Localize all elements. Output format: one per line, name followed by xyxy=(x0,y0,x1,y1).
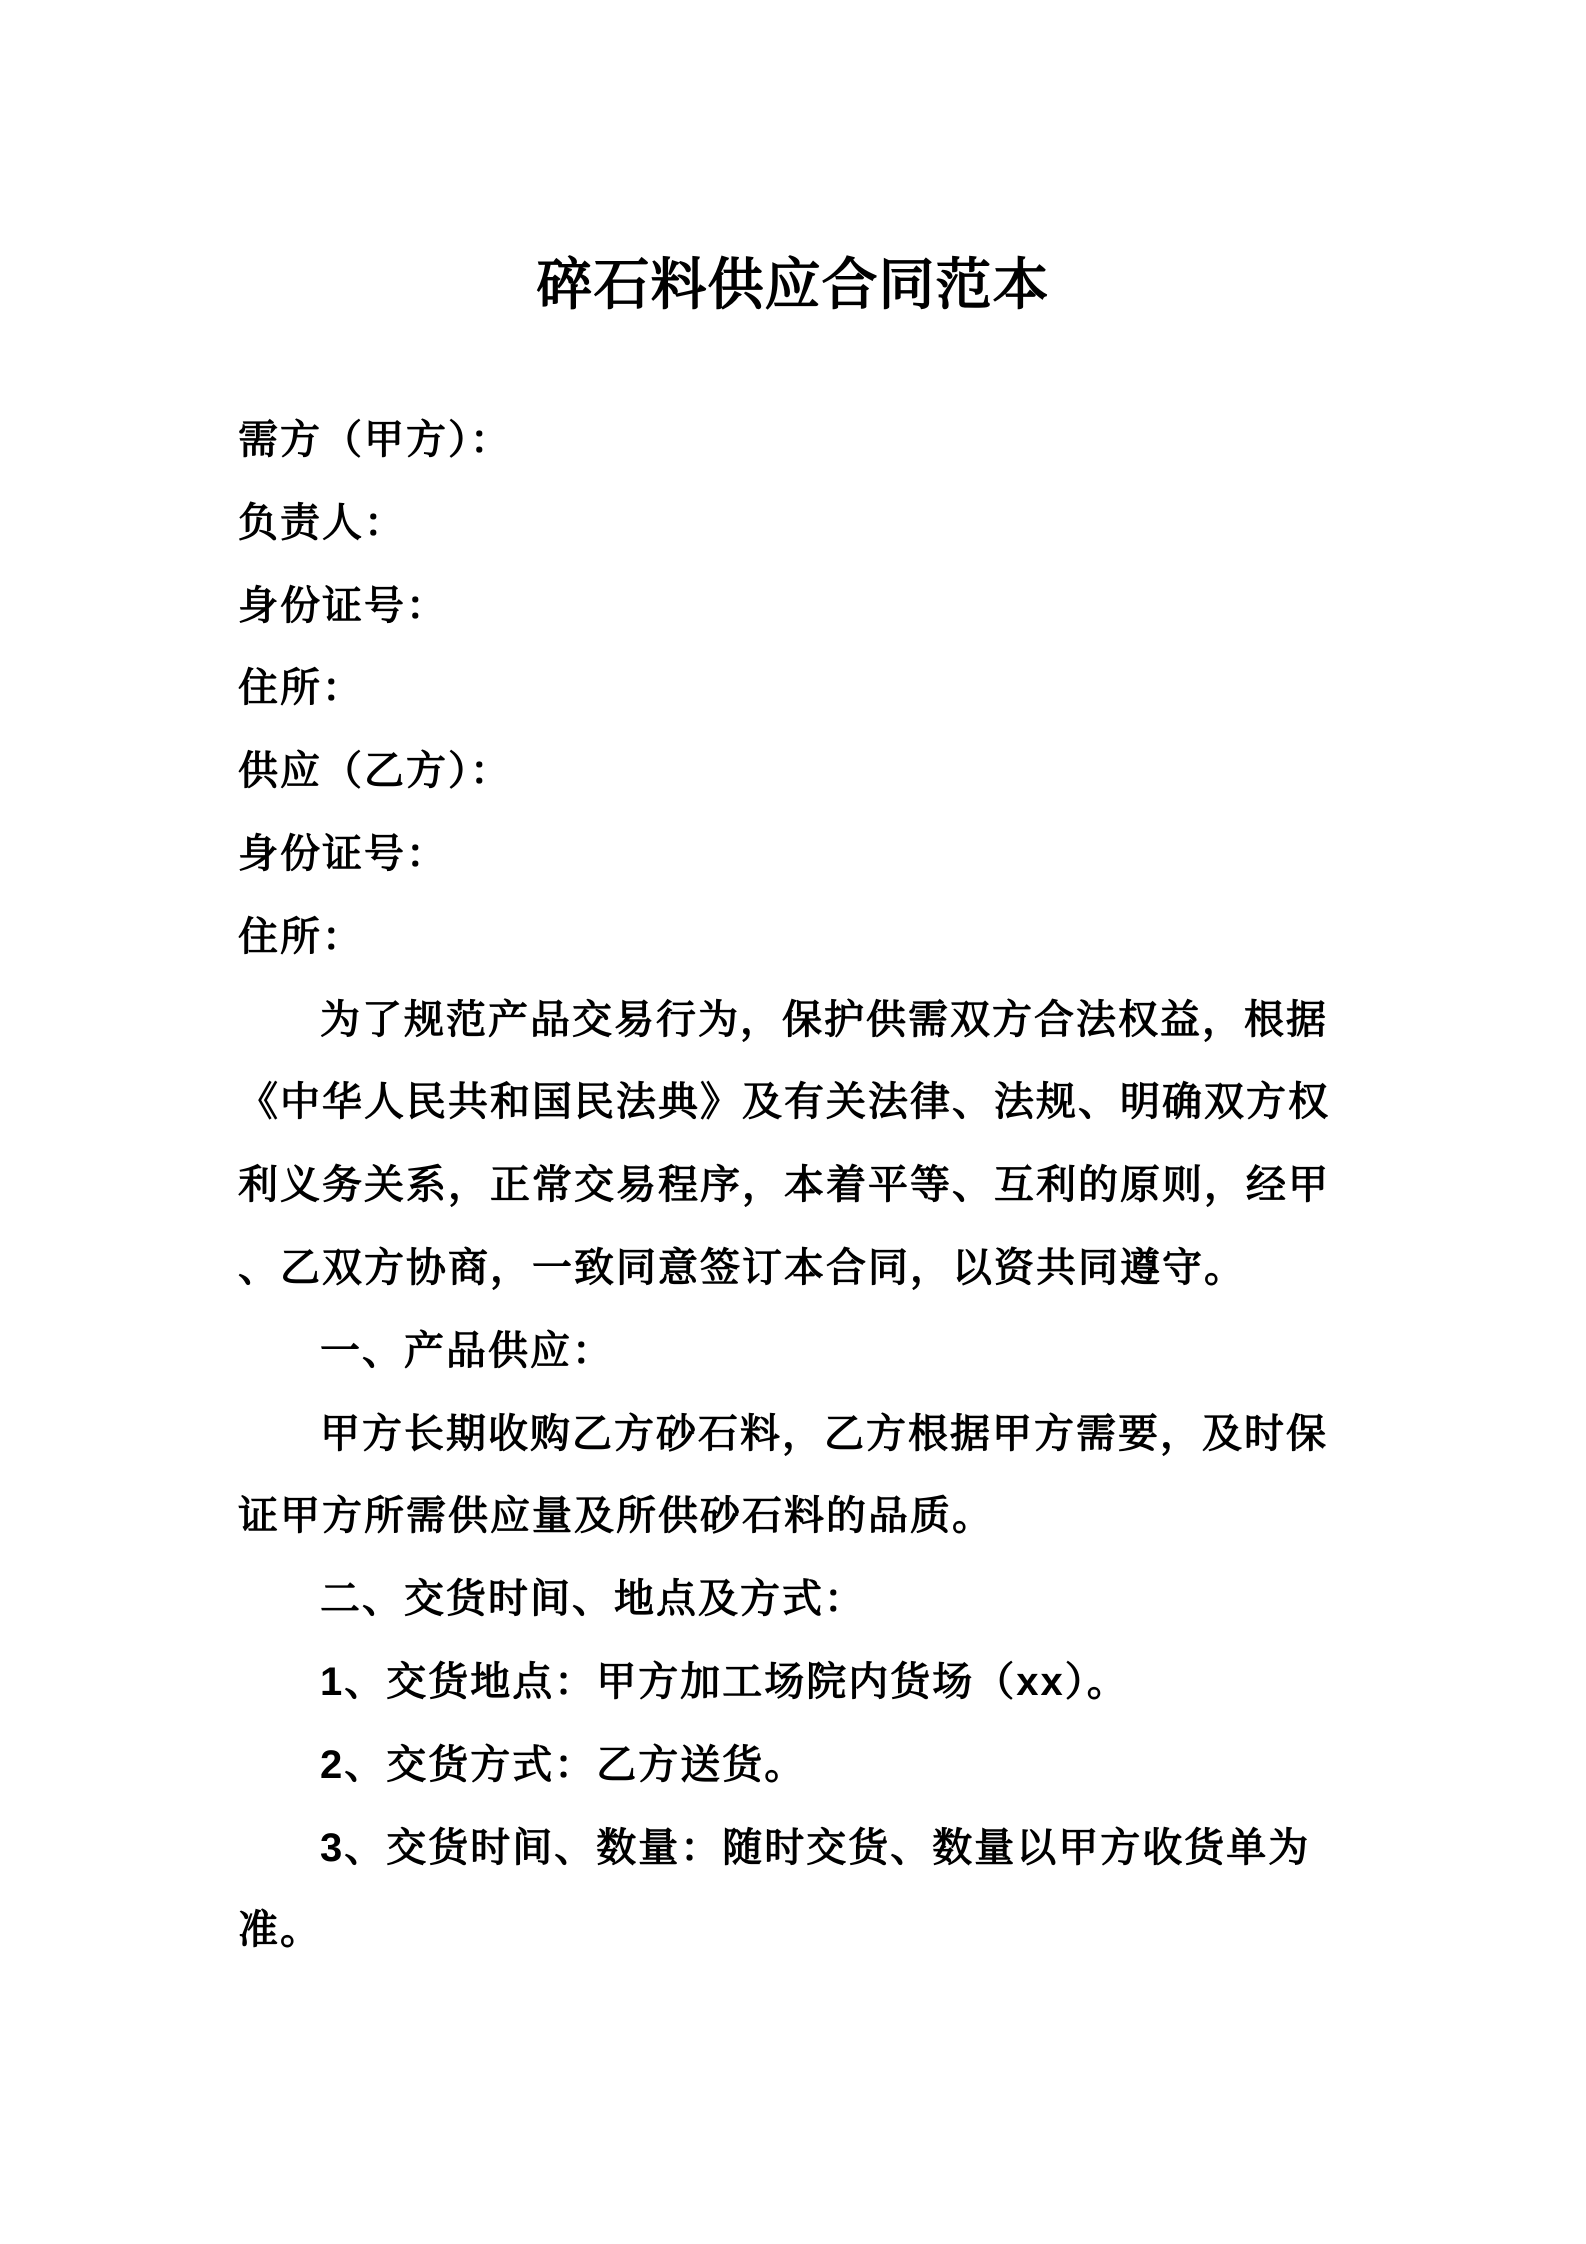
section-1-heading: 一、产品供应： xyxy=(320,1328,614,1373)
line-address-party-a: 住所： xyxy=(238,666,364,711)
section-2-heading: 二、交货时间、地点及方式： xyxy=(320,1577,866,1622)
line-id-number-party-b: 身份证号： xyxy=(238,831,448,876)
section-2-item-1: 1、交货地点：甲方加工场院内货场（xx）。 xyxy=(320,1659,1129,1704)
section-1-text-line-2: 证甲方所需供应量及所供砂石料的品质。 xyxy=(238,1494,994,1539)
preamble-line-4: 、乙双方协商，一致同意签订本合同，以资共同遵守。 xyxy=(238,1245,1246,1290)
document-body xyxy=(238,399,1368,1972)
section-2-item-3-line-1: 3、交货时间、数量：随时交货、数量以甲方收货单为 xyxy=(320,1825,1311,1870)
section-2-item-3-line-2: 准。 xyxy=(238,1908,322,1953)
line-demander-party-a: 需方（甲方）： xyxy=(238,418,512,462)
document-title: 碎石料供应合同范本 xyxy=(536,253,1050,316)
section-1-text-line-1: 甲方长期收购乙方砂石料，乙方根据甲方需要，及时保 xyxy=(320,1411,1328,1456)
line-supplier-party-b: 供应（乙方）： xyxy=(238,749,512,794)
section-2-item-2: 2、交货方式：乙方送货。 xyxy=(320,1742,807,1787)
preamble-line-1: 为了规范产品交易行为，保护供需双方合法权益，根据 xyxy=(320,997,1328,1042)
line-responsible-person: 负责人： xyxy=(238,500,406,545)
preamble-line-2: 《中华人民共和国民法典》及有关法律、法规、明确双方权 xyxy=(238,1080,1330,1125)
preamble-line-3: 利义务关系，正常交易程序，本着平等、互利的原则，经甲 xyxy=(238,1163,1330,1208)
line-id-number-party-a: 身份证号： xyxy=(238,583,448,628)
line-address-party-b: 住所： xyxy=(238,914,364,959)
